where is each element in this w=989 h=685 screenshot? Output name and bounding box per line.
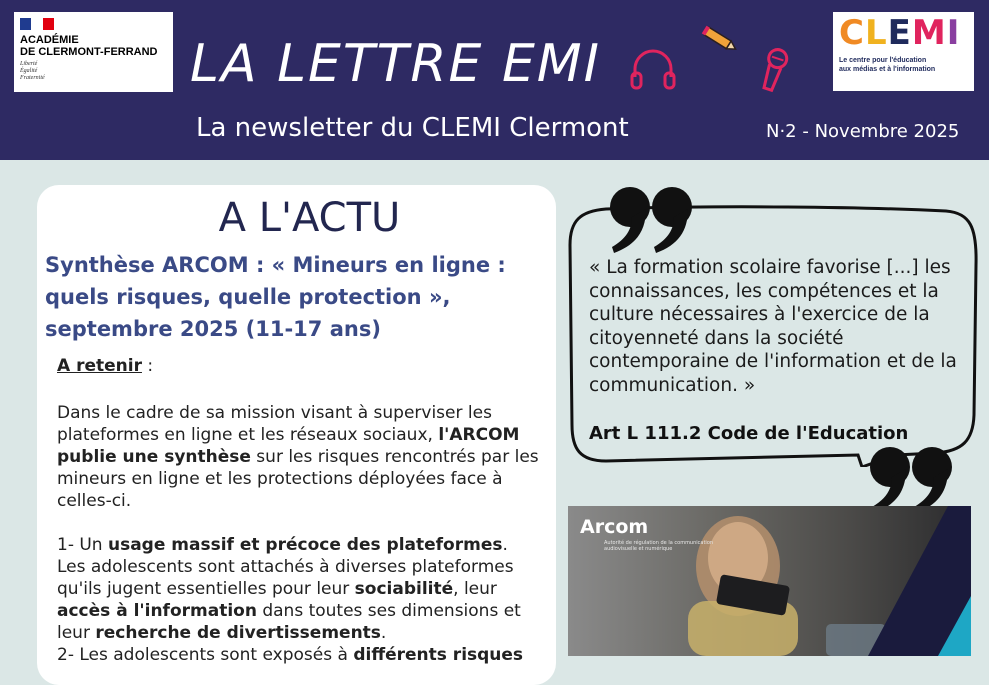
academy-logo	[14, 12, 173, 92]
open-quote-icon	[606, 183, 698, 255]
newsletter-title: LA LETTRE EMI	[190, 34, 601, 94]
headphones-icon	[628, 44, 678, 92]
academy-name: ACADÉMIE DE CLERMONT-FERRAND	[20, 34, 158, 58]
clemi-wordmark: CLEMI	[839, 13, 961, 53]
arcom-report-image	[568, 506, 971, 656]
french-flag-icon	[20, 18, 54, 30]
pencil-icon	[700, 24, 740, 56]
quote-source: Art L 111.2 Code de l'Education	[589, 423, 909, 444]
microphone-icon	[756, 46, 792, 94]
quote-text: « La formation scolaire favorise [...] les connaissances, les compétences et la culture nécessaires à l'exercice de la citoyenneté dans la société contemporaine de l'information et de la communication. »	[589, 257, 957, 396]
close-quote-icon	[866, 443, 958, 515]
newsletter-subtitle: La newsletter du CLEMI Clermont	[196, 113, 629, 143]
arcom-tagline: Autorité de régulation de la communication audiovisuelle et numérique	[604, 540, 714, 552]
arcom-brand: Arcom	[580, 516, 649, 538]
issue-number: N·2 - Novembre 2025	[766, 121, 960, 142]
article-card	[37, 185, 556, 685]
clemi-logo	[833, 12, 974, 91]
academy-motto: Liberté Égalité Fraternité	[20, 61, 45, 81]
key-points-label: A retenir :	[57, 356, 154, 376]
paragraph-intro: Dans le cadre de sa mission visant à superviser les plateformes en ligne et les réseaux sociaux, l'ARCOM publie une synthèse sur les risques rencontrés par les mineurs en ligne et les protections déployées face à celles-ci.	[57, 403, 539, 511]
header-banner	[0, 0, 989, 160]
section-title: A L'ACTU	[218, 195, 401, 241]
clemi-tagline: Le centre pour l'éducation aux médias et à l'information	[839, 57, 936, 73]
article-body	[57, 402, 549, 666]
paragraph-detail: Les adolescents sont attachés à diverses plateformes qu'ils jugent essentielles pour leur sociabilité, leur accès à l'information dans toutes ses dimensions et leur recherche de divertissements.	[57, 557, 521, 643]
paragraph-point-1: 1- Un usage massif et précoce des plateformes.	[57, 535, 508, 555]
article-title: Synthèse ARCOM : « Mineurs en ligne : quels risques, quelle protection », septembre 2025 (11-17 ans)	[45, 253, 506, 341]
paragraph-point-2: 2- Les adolescents sont exposés à différents risques	[57, 645, 524, 665]
